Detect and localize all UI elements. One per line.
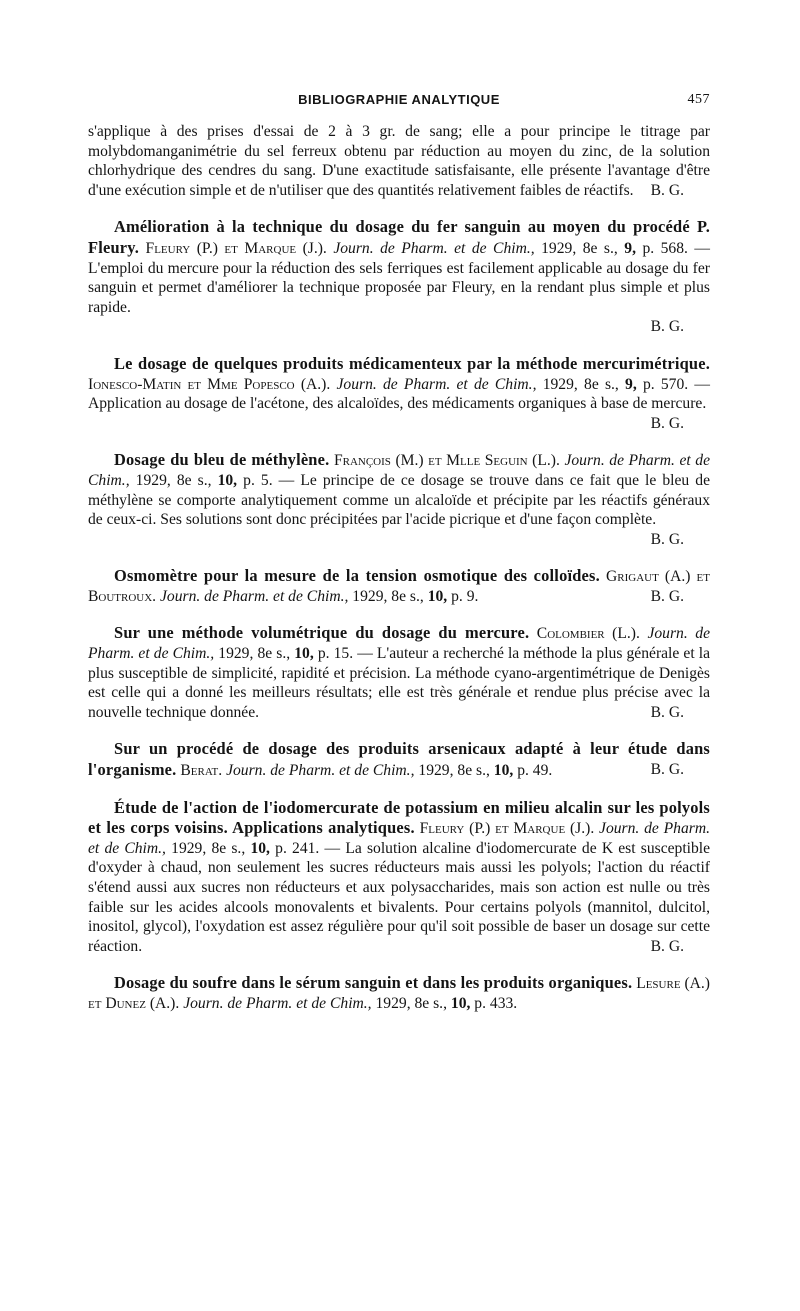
entry-year: 1929,: [171, 839, 207, 857]
entry-signature: B. G.: [650, 761, 684, 779]
entry-journal: Journ. de Pharm. et de Chim.,: [333, 239, 535, 257]
entry-signature: B. G.: [650, 703, 684, 721]
entry-year: 1929,: [352, 587, 388, 605]
entry-volume: 10,: [217, 471, 238, 489]
entry-journal: Journ. de Pharm. et de Chim.,: [88, 452, 710, 489]
entry-title: Le dosage de quelques produits médicamenteux par la méthode mercurimétrique.: [114, 353, 710, 373]
entry-title: Dosage du bleu de méthylène.: [114, 450, 330, 470]
entry-journal: Journ. de Pharm. et de Chim.,: [159, 587, 349, 605]
entry-series: 8e s.,: [257, 645, 291, 663]
bibliography-entry: [88, 623, 710, 722]
entry-volume: 10,: [250, 839, 270, 857]
entry-page: p. 5. —: [243, 471, 295, 489]
entry-authors: Fleury (P.) et Marque (J.).: [145, 239, 327, 257]
entry-series: 8e s.,: [391, 587, 424, 605]
entry-page: p. 568. —: [642, 239, 710, 257]
entry-signature: B. G.: [650, 937, 684, 955]
entry-signature: B. G.: [650, 530, 684, 548]
bibliography-entry: [88, 217, 710, 337]
entry-title: Sur un procédé de dosage des produits arsenicaux adapté à leur étude dans l'organisme.: [88, 739, 710, 780]
entry-year: 1929,: [541, 239, 577, 257]
entry-page: p. 241. —: [275, 839, 341, 857]
entry-title: Osmomètre pour la mesure de la tension osmotique des colloïdes.: [114, 566, 600, 586]
entry-signature: B. G.: [650, 414, 684, 432]
entry-page: p. 49.: [517, 762, 553, 780]
entry-year: 1929,: [375, 994, 411, 1012]
entry-title: Sur une méthode volumétrique du dosage du mercure.: [114, 623, 530, 643]
entry-volume: 10,: [294, 645, 314, 663]
bibliography-entry: [88, 739, 710, 780]
entry-page: p. 9.: [451, 587, 479, 605]
entry-authors: Lesure (A.) et Dunez (A.).: [88, 975, 711, 1012]
entry-authors: Fleury (P.) et Marque (J.).: [419, 820, 595, 838]
entry-title: Étude de l'action de l'iodomercurate de potassium en milieu alcalin sur les polyols et les corps voisins. Applications analytiques.: [88, 797, 710, 838]
entry-body: L'emploi du mercure pour la réduction des sels ferriques est facilement applicable au dosage du fer sanguin et permet d'améliorer la technique proposée par Fleury, en la rendant plus simple et plus rapide.: [88, 259, 710, 316]
entry-series: 8e s.,: [584, 375, 619, 393]
entry-body: Le principe de ce dosage se trouve dans ce fait que le bleu de méthylène se comporte analytiquement comme un alcaloïde et précipite par les réactifs généraux de ceux-ci. Ses solutions sont donc précipitées par l'acide picrique et d'une façon complète.: [88, 471, 711, 529]
entry-journal: Journ. de Pharm. et de Chim.,: [183, 994, 372, 1012]
running-head: BIBLIOGRAPHIE ANALYTIQUE: [298, 92, 500, 107]
entry-volume: 9,: [624, 239, 636, 257]
entry-page: p. 433.: [474, 994, 518, 1012]
entry-journal: Journ. de Pharm. et de Chim.,: [336, 375, 537, 393]
entry-page: p. 15. —: [317, 645, 373, 663]
bibliography-entry-continued: [88, 122, 710, 200]
entry-title: Dosage du soufre dans le sérum sanguin et dans les produits organiques.: [114, 973, 633, 993]
entry-authors: Colombier (L.).: [536, 625, 640, 643]
entry-body: Application au dosage de l'acétone, des alcaloïdes, des médicaments organiques à base de mercure.: [88, 395, 707, 413]
entry-body: La solution alcaline d'iodomercurate de K est susceptible d'oxyder à chaud, non seulement les sucres réducteurs mais aussi les polyols; l'action du réactif s'étend aussi aux sucres non réducteurs et aux polysaccharides, mais son action est nulle ou très faible sur les acides alcools monovalents et bivalents. Pour certains polyols (mannitol, dulcitol, inositol, glycol), l'oxydation est assez régulière pour qu'il soit possible de baser un dosage sur cette réaction.: [88, 839, 711, 955]
entry-signature: B. G.: [650, 318, 684, 336]
bibliography-entry: [88, 973, 710, 1013]
entry-journal: Journ. de Pharm. et de Chim.,: [88, 820, 710, 857]
entry-volume: 10,: [427, 587, 448, 605]
bibliography-content: [88, 122, 710, 1031]
entry-series: 8e s.,: [414, 994, 447, 1012]
entry-authors: Grigaut (A.) et Boutroux.: [88, 568, 710, 605]
entry-series: 8e s.,: [457, 762, 490, 780]
bibliography-entry: [88, 798, 710, 957]
entry-year: 1929,: [135, 471, 171, 489]
entry-series: 8e s.,: [176, 471, 212, 489]
entry-series: 8e s.,: [582, 239, 618, 257]
entry-year: 1929,: [218, 645, 254, 663]
entry-title: Amélioration à la technique du dosage du fer sanguin au moyen du procédé P. Fleury.: [88, 217, 710, 257]
page-header: [88, 92, 710, 114]
entry-body: L'auteur a recherché la méthode la plus générale et la plus susceptible de simplicité, rapidité et précision. La méthode cyano-argentimétrique de Denigès est celle qui a donné les meilleurs résultats; elle est très générale et rendue plus précise avec la nouvelle technique donnée.: [88, 645, 710, 721]
entry-year: 1929,: [542, 375, 578, 393]
entry-body: s'applique à des prises d'essai de 2 à 3 gr. de sang; elle a pour principe le titrage par molybdomanganimétrie du sel ferreux obtenu par réduction au moyen du zinc, de la solution chlorhydrique des cendres du sang. D'une exactitude satisfaisante, elle présente l'avantage d'être d'une exécution simple et de n'utiliser que des quantités relativement faibles de réactifs.: [88, 123, 710, 199]
bibliography-entry: [88, 566, 710, 606]
entry-volume: 9,: [625, 375, 637, 393]
page-number: 457: [687, 92, 710, 107]
entry-journal: Journ. de Pharm. et de Chim.,: [88, 625, 710, 663]
entry-authors: François (M.) et Mlle Seguin (L.).: [333, 452, 560, 470]
entry-signature: B. G.: [650, 587, 684, 605]
entry-volume: 10,: [450, 994, 471, 1012]
entry-authors: Ionesco-Matin et Mme Popesco (A.).: [88, 375, 331, 393]
entry-page: p. 570. —: [642, 375, 710, 393]
entry-series: 8e s.,: [211, 839, 246, 857]
entry-journal: Journ. de Pharm. et de Chim.,: [226, 762, 415, 780]
bibliography-entry: [88, 450, 710, 549]
entry-signature: B. G.: [650, 181, 684, 199]
entry-year: 1929,: [418, 762, 454, 780]
entry-volume: 10,: [493, 762, 514, 780]
bibliography-entry: [88, 354, 710, 433]
entry-authors: Berat.: [180, 762, 223, 780]
